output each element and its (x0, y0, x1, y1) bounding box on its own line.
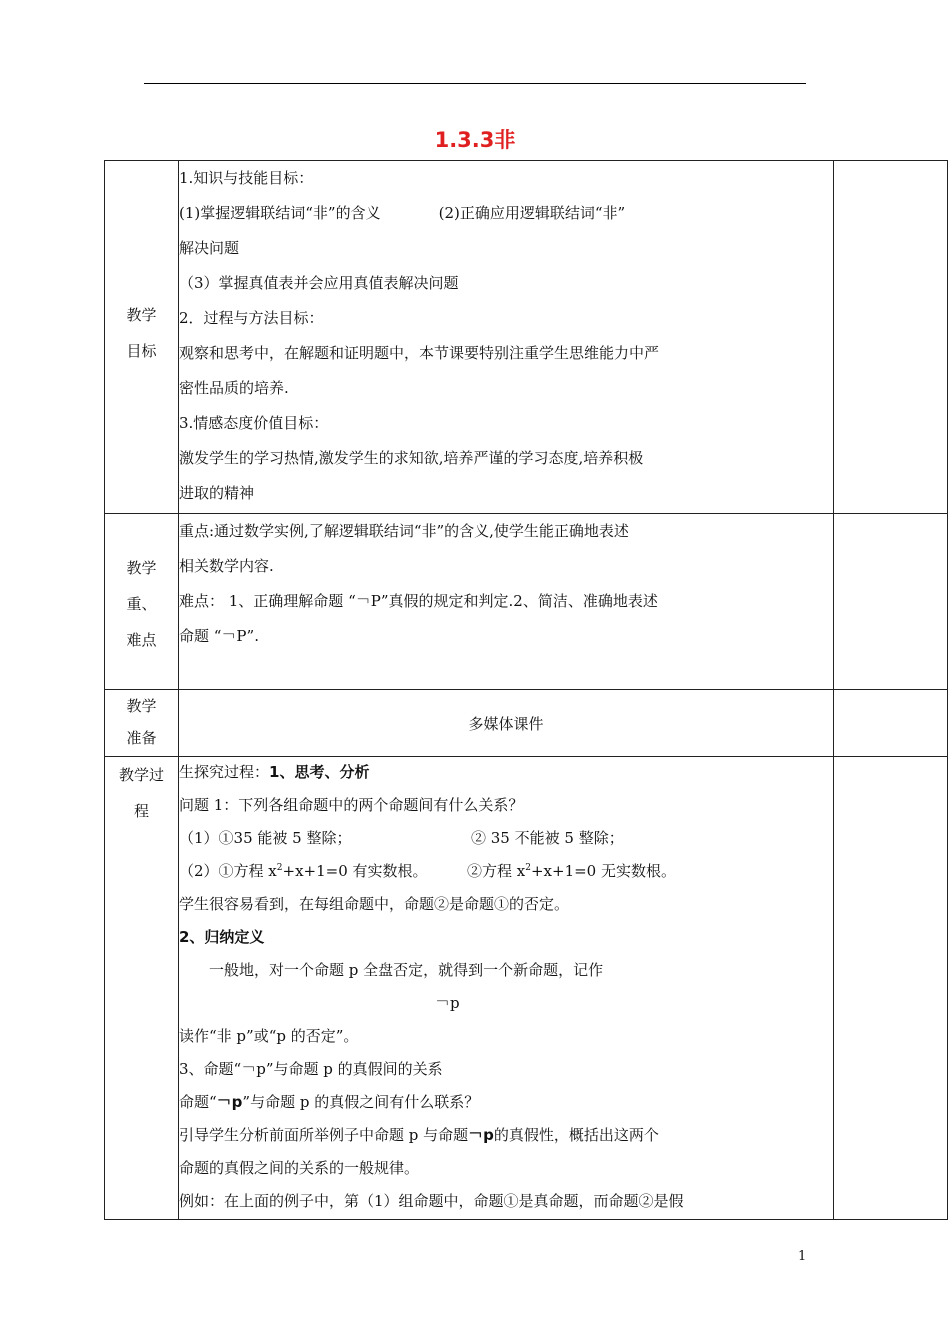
page-number: 1 (798, 1249, 807, 1264)
preparation-label: 教学 准备 (105, 690, 179, 757)
process-line: 学生很容易看到，在每组命题中，命题②是命题①的否定。 (179, 895, 570, 913)
process-line: 命题“￢p”与命题 p 的真假之间有什么联系？ (179, 1093, 480, 1111)
objectives-row (105, 161, 948, 514)
notes-cell (834, 514, 948, 690)
key-points-line: 难点： 1、正确理解命题 “￢P”真假的规定和判定.2、简洁、准确地表述 (179, 592, 658, 610)
objectives-line: 3.情感态度价值目标： (179, 414, 329, 432)
notes-cell (834, 757, 948, 1220)
objectives-line: 解决问题 (179, 239, 240, 257)
objectives-line: （3）掌握真值表并会应用真值表解决问题 (179, 274, 459, 292)
process-line: 读作“非 p”或“p 的否定”。 (179, 1027, 359, 1045)
objectives-line: (1)掌握逻辑联结词“非”的含义 (2)正确应用逻辑联结词“非” (179, 204, 626, 222)
key-points-content (179, 514, 834, 690)
process-line: 命题的真假之间的关系的一般规律。 (179, 1159, 420, 1177)
process-line: （1）①35 能被 5 整除； ② 35 不能被 5 整除； (179, 829, 624, 847)
process-line: 问题 1：下列各组命题中的两个命题间有什么关系？ (179, 796, 524, 814)
notes-cell (834, 161, 948, 514)
objectives-line: 观察和思考中，在解题和证明题中，本节课要特别注重学生思维能力中严 (179, 344, 660, 362)
process-heading: 生探究过程：1、思考、分析 (179, 763, 370, 781)
process-section-heading: 2、归纳定义 (179, 928, 265, 946)
process-line: 例如：在上面的例子中，第（1）组命题中，命题①是真命题，而命题②是假 (179, 1192, 684, 1210)
notation-line: ￢p (435, 994, 460, 1012)
lesson-plan-table (104, 160, 948, 1220)
objectives-line: 1.知识与技能目标： (179, 169, 314, 187)
preparation-content: 多媒体课件 (179, 690, 834, 757)
page-title: 1.3.3非 (434, 128, 516, 152)
preparation-row (105, 690, 948, 757)
key-points-line: 相关数学内容. (179, 557, 274, 575)
objectives-content (179, 161, 834, 514)
objectives-line: 2．过程与方法目标： (179, 309, 324, 327)
key-points-label: 教学 重、 难点 (105, 514, 179, 690)
process-label: 教学过 程 (105, 757, 179, 1220)
process-line: 引导学生分析前面所举例子中命题 p 与命题￢p的真假性，概括出这两个 (179, 1126, 659, 1144)
process-line: （2）①方程 $x^2+x+1=0$ 有实数根。 ②方程 $x^2+x+1=0$ 无实数根。 (179, 862, 676, 880)
objectives-line: 密性品质的培养. (179, 379, 289, 397)
key-points-line: 重点:通过数学实例,了解逻辑联结词“非”的含义,使学生能正确地表述 (179, 522, 629, 540)
objectives-line: 进取的精神 (179, 484, 255, 502)
process-row (105, 757, 948, 1220)
key-points-row (105, 514, 948, 690)
process-content (179, 757, 834, 1220)
process-line: 3、命题“￢p”与命题 p 的真假间的关系 (179, 1060, 443, 1078)
notes-cell (834, 690, 948, 757)
objectives-line: 激发学生的学习热情,激发学生的求知欲,培养严谨的学习态度,培养积极 (179, 449, 644, 467)
process-line: 一般地，对一个命题 p 全盘否定，就得到一个新命题，记作 (209, 961, 604, 979)
header-rule (144, 83, 806, 84)
key-points-line: 命题 “￢P”. (179, 627, 259, 645)
objectives-label: 教学 目标 (105, 161, 179, 514)
